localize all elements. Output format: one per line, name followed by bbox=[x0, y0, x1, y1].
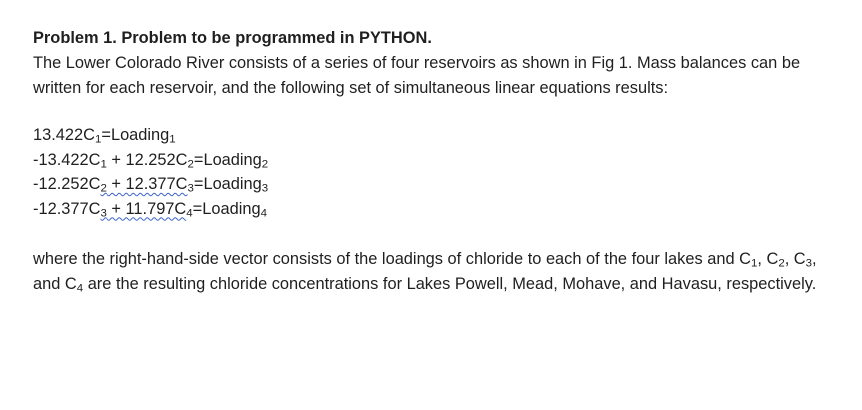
equation-2 bbox=[33, 148, 833, 173]
eq4-rhs: =Loading bbox=[192, 199, 261, 218]
eq2-rhs-sub: 2 bbox=[261, 157, 269, 170]
eq3-term-b: + 12.377C bbox=[106, 175, 188, 193]
equation-1 bbox=[33, 123, 833, 148]
conclusion-text-3: , C bbox=[784, 250, 806, 268]
eq3-term-a: -12.252C bbox=[33, 175, 101, 193]
eq4-sub-b: 4 bbox=[186, 206, 193, 219]
conclusion-text-2: , C bbox=[757, 250, 779, 268]
conclusion-sub-2: 2 bbox=[778, 257, 785, 270]
conclusion-text-1: where the right-hand-side vector consists of the loadings of chloride to each of the four lakes and C bbox=[33, 250, 751, 268]
eq4-term-a: -12.377C bbox=[33, 199, 101, 218]
eq3-sub-b: 3 bbox=[187, 182, 194, 195]
conclusion-sub-3: 3 bbox=[805, 257, 813, 270]
conclusion-text-4: , and C bbox=[33, 250, 817, 293]
eq3-rhs: =Loading bbox=[193, 175, 262, 193]
equation-4 bbox=[33, 197, 833, 222]
problem-title: Problem 1. Problem to be programmed in PYTHON. bbox=[33, 29, 432, 47]
eq4-term-b: + 11.797C bbox=[106, 199, 187, 218]
intro-paragraph: The Lower Colorado River consists of a series of four reservoirs as shown in Fig 1. Mass balances can be written for each reservoir, and the following set of simultaneous linear equations results: bbox=[33, 54, 801, 97]
eq3-spellcheck-mark bbox=[100, 175, 187, 193]
eq4-sub-a: 3 bbox=[100, 206, 107, 219]
conclusion-sub-4: 4 bbox=[76, 282, 84, 295]
conclusion-text-5: are the resulting chloride concentrations for Lakes Powell, Mead, Mohave, and Havasu, respectively. bbox=[83, 275, 817, 293]
eq1-rhs: =Loading bbox=[101, 126, 170, 144]
eq2-term-b: + 12.252C bbox=[106, 150, 188, 169]
document-body bbox=[33, 26, 833, 297]
eq4-spellcheck-mark bbox=[100, 200, 186, 218]
eq1-rhs-sub: 1 bbox=[169, 133, 176, 146]
conclusion-paragraph bbox=[33, 247, 833, 297]
eq2-sub-b: 2 bbox=[187, 157, 194, 170]
eq4-rhs-sub: 4 bbox=[260, 206, 267, 219]
eq1-sub: 1 bbox=[94, 133, 102, 146]
equation-3 bbox=[33, 172, 833, 197]
eq1-term: 13.422C bbox=[33, 126, 95, 144]
equation-list bbox=[33, 123, 833, 221]
eq3-rhs-sub: 3 bbox=[261, 182, 269, 195]
eq2-term-a: -13.422C bbox=[33, 150, 101, 169]
eq2-sub-a: 1 bbox=[100, 157, 107, 170]
eq2-rhs: =Loading bbox=[193, 150, 262, 169]
eq3-sub-a: 2 bbox=[100, 182, 107, 195]
conclusion-sub-1: 1 bbox=[750, 257, 758, 270]
